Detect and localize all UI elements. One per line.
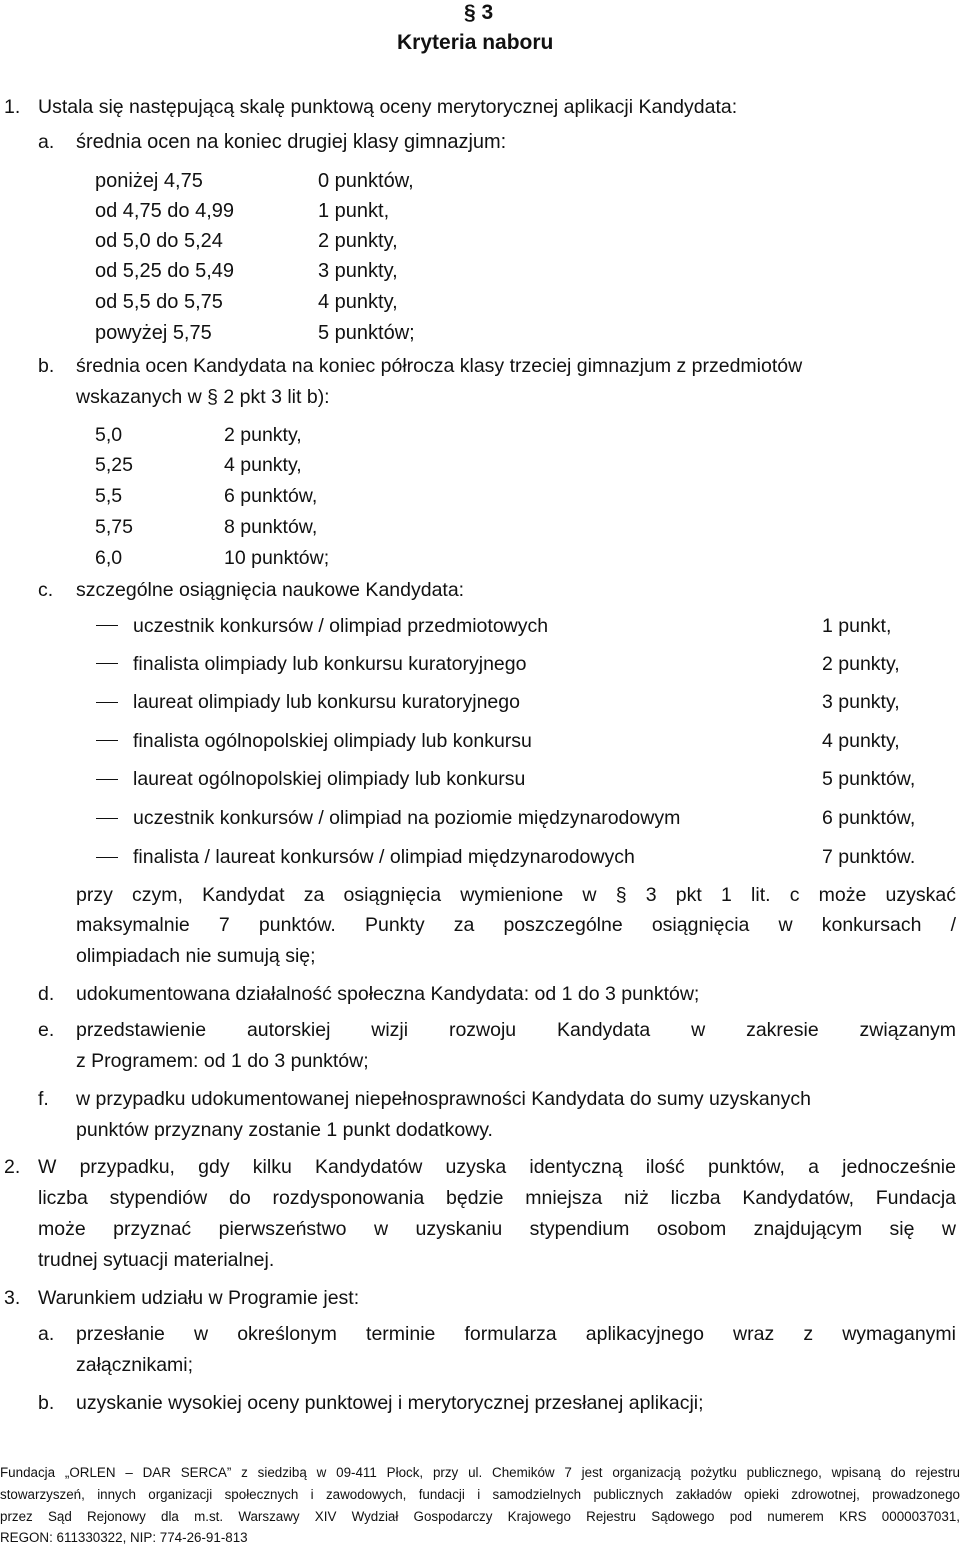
- range-cell: od 5,0 do 5,24: [95, 230, 223, 252]
- item-c-note-line1: przy czym, Kandydat za osiągnięcia wymienione w § 3 pkt 1 lit. c może uzyskać: [76, 884, 956, 906]
- item-c-letter: c.: [38, 579, 54, 601]
- points-cell: 5 punktów;: [318, 322, 415, 344]
- achievement-points: 6 punktów,: [822, 807, 916, 829]
- item-c-note-line2: maksymalnie 7 punktów. Punkty za poszczególne osiągnięcia w konkursach /: [76, 914, 956, 936]
- item-f-line1: w przypadku udokumentowanej niepełnosprawności Kandydata do sumy uzyskanych: [76, 1088, 811, 1110]
- item-2-line1: W przypadku, gdy kilku Kandydatów uzyska identyczną ilość punktów, a jednocześnie: [38, 1156, 956, 1178]
- item-3a-letter: a.: [38, 1323, 55, 1345]
- item-2-line2: liczba stypendiów do rozdysponowania będzie mniejsza niż liczba Kandydatów, Fundacja: [38, 1187, 956, 1209]
- points-cell: 1 punkt,: [318, 200, 390, 222]
- dash-bullet: [96, 625, 118, 626]
- value-cell: 6,0: [95, 547, 123, 569]
- section-number: § 3: [464, 1, 494, 24]
- points-cell: 2 punkty,: [318, 230, 398, 252]
- item-3-text: Warunkiem udziału w Programie jest:: [38, 1287, 360, 1309]
- item-3a-line2: załącznikami;: [76, 1354, 194, 1376]
- item-b-letter: b.: [38, 355, 55, 377]
- points-cell: 4 punkty,: [318, 291, 398, 313]
- item-1-number: 1.: [4, 96, 21, 118]
- range-cell: od 5,5 do 5,75: [95, 291, 223, 313]
- item-d-letter: d.: [38, 983, 55, 1005]
- dash-bullet: [96, 857, 118, 858]
- item-e-line2: z Programem: od 1 do 3 punktów;: [76, 1050, 369, 1072]
- item-c-text: szczególne osiągnięcia naukowe Kandydata:: [76, 579, 465, 601]
- item-b-line2: wskazanych w § 2 pkt 3 lit b):: [76, 386, 330, 408]
- achievement-label: uczestnik konkursów / olimpiad przedmiotowych: [133, 615, 549, 637]
- achievement-points: 4 punkty,: [822, 730, 900, 752]
- value-cell: 5,0: [95, 424, 123, 446]
- item-b-line1: średnia ocen Kandydata na koniec półrocza klasy trzeciej gimnazjum z przedmiotów: [76, 355, 803, 377]
- points-cell: 8 punktów,: [224, 516, 318, 538]
- item-c-note-line3: olimpiadach nie sumują się;: [76, 945, 316, 967]
- item-e-line1: przedstawienie autorskiej wizji rozwoju Kandydata w zakresie związanym: [76, 1019, 956, 1041]
- dash-bullet: [96, 663, 118, 664]
- item-3-number: 3.: [4, 1287, 21, 1309]
- achievement-label: laureat olimpiady lub konkursu kuratoryjnego: [133, 691, 520, 713]
- range-cell: poniżej 4,75: [95, 170, 203, 192]
- item-e-letter: e.: [38, 1019, 55, 1041]
- footer-line-2: stowarzyszeń, innych organizacji społecznych i zawodowych, fundacji i samodzielnych publicznych zakładów opieki zdrowotnej, prowadzonego: [0, 1487, 960, 1502]
- dash-bullet: [96, 740, 118, 741]
- achievement-label: laureat ogólnopolskiej olimpiady lub konkursu: [133, 768, 526, 790]
- points-cell: 3 punkty,: [318, 260, 398, 282]
- item-a-letter: a.: [38, 131, 55, 153]
- achievement-label: finalista ogólnopolskiej olimpiady lub konkursu: [133, 730, 532, 752]
- item-3a-line1: przesłanie w określonym terminie formularza aplikacyjnego wraz z wymaganymi: [76, 1323, 956, 1345]
- range-cell: powyżej 5,75: [95, 322, 212, 344]
- value-cell: 5,5: [95, 485, 123, 507]
- achievement-points: 5 punktów,: [822, 768, 916, 790]
- achievement-label: finalista / laureat konkursów / olimpiad międzynarodowych: [133, 846, 635, 868]
- points-cell: 0 punktów,: [318, 170, 414, 192]
- range-cell: od 5,25 do 5,49: [95, 260, 235, 282]
- footer-line-3: przez Sąd Rejonowy dla m.st. Warszawy XIV Wydział Gospodarczy Krajowego Rejestru Sądowego pod numerem KRS 0000037031,: [0, 1509, 960, 1524]
- achievement-label: finalista olimpiady lub konkursu kuratoryjnego: [133, 653, 527, 675]
- points-cell: 4 punkty,: [224, 454, 302, 476]
- points-cell: 2 punkty,: [224, 424, 302, 446]
- item-3b-text: uzyskanie wysokiej oceny punktowej i merytorycznej przesłanej aplikacji;: [76, 1392, 704, 1414]
- item-f-line2: punktów przyznany zostanie 1 punkt dodatkowy.: [76, 1119, 493, 1141]
- item-1-text: Ustala się następującą skalę punktową oceny merytorycznej aplikacji Kandydata:: [38, 96, 738, 118]
- item-f-letter: f.: [38, 1088, 49, 1110]
- footer-line-1: Fundacja „ORLEN – DAR SERCA” z siedzibą w 09-411 Płock, przy ul. Chemików 7 jest organizacją pożytku publicznego, wpisaną do rejestru: [0, 1465, 960, 1480]
- points-cell: 6 punktów,: [224, 485, 318, 507]
- item-d-text: udokumentowana działalność społeczna Kandydata: od 1 do 3 punktów;: [76, 983, 700, 1005]
- item-2-number: 2.: [4, 1156, 21, 1178]
- item-a-text: średnia ocen na koniec drugiej klasy gimnazjum:: [76, 131, 507, 153]
- achievement-points: 7 punktów.: [822, 846, 916, 868]
- dash-bullet: [96, 702, 118, 703]
- section-title: Kryteria naboru: [397, 31, 554, 54]
- points-cell: 10 punktów;: [224, 547, 330, 569]
- dash-bullet: [96, 818, 118, 819]
- achievement-points: 2 punkty,: [822, 653, 900, 675]
- item-2-line4: trudnej sytuacji materialnej.: [38, 1249, 275, 1271]
- item-3b-letter: b.: [38, 1392, 55, 1414]
- footer-line-4: REGON: 611330322, NIP: 774-26-91-813: [0, 1530, 248, 1545]
- item-2-line3: może przyznać pierwszeństwo w uzyskaniu stypendium osobom znajdującym się w: [38, 1218, 956, 1240]
- achievement-points: 1 punkt,: [822, 615, 892, 637]
- achievement-label: uczestnik konkursów / olimpiad na poziomie międzynarodowym: [133, 807, 681, 829]
- achievement-points: 3 punkty,: [822, 691, 900, 713]
- value-cell: 5,75: [95, 516, 133, 538]
- dash-bullet: [96, 779, 118, 780]
- value-cell: 5,25: [95, 454, 133, 476]
- range-cell: od 4,75 do 4,99: [95, 200, 235, 222]
